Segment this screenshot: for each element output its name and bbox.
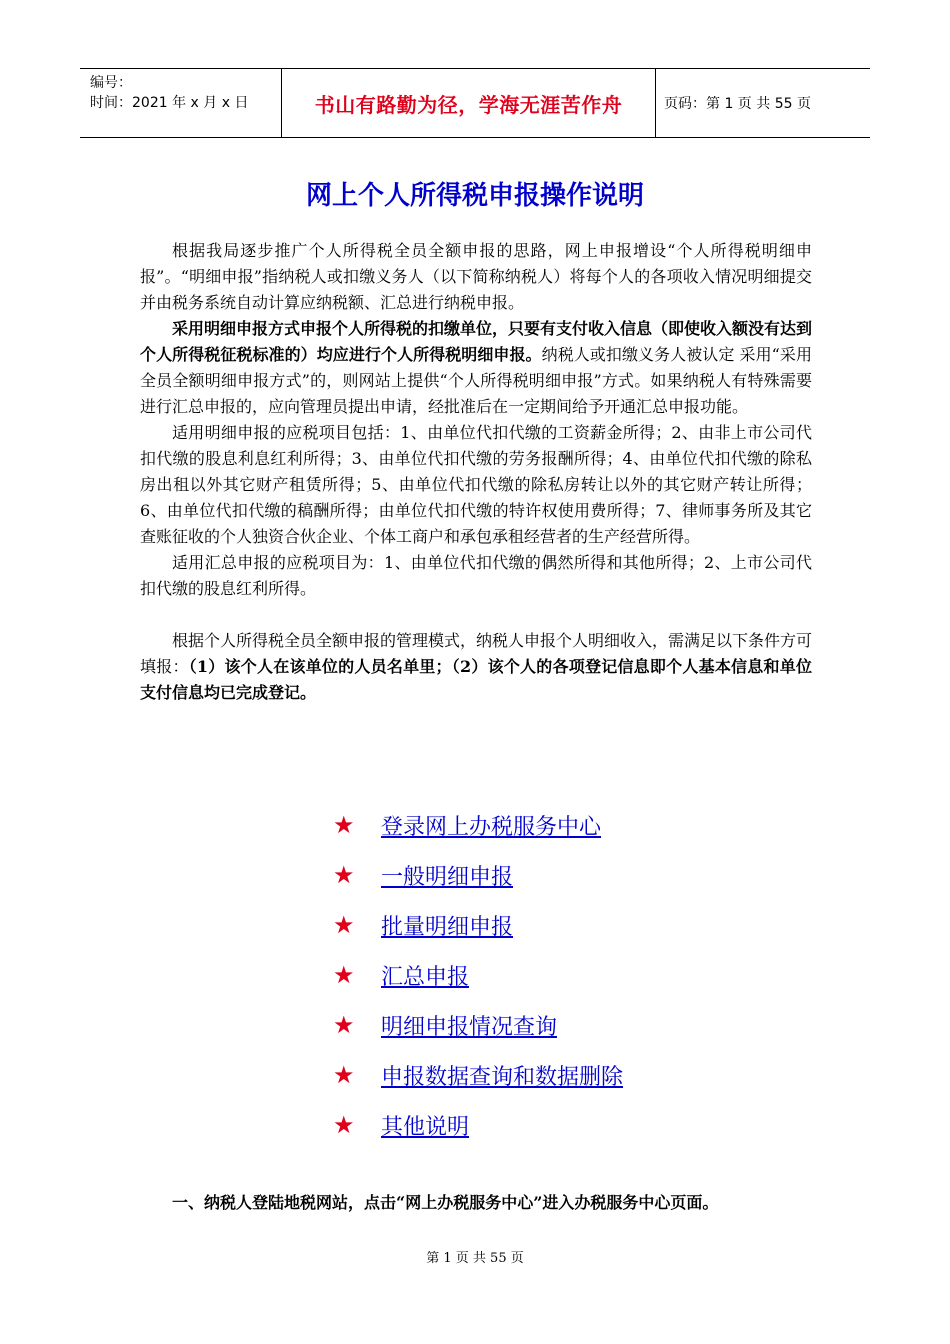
header-motto: 书山有路勤为径，学海无涯苦作舟 (314, 92, 623, 117)
link-row-summary (333, 950, 623, 1000)
page-footer: 第 1 页 共 55 页 (426, 1251, 524, 1266)
header-page-info: 页码：第 1 页 共 55 页 (664, 96, 811, 112)
link-row-general-detail (333, 850, 623, 900)
star-icon: ★ (333, 911, 355, 939)
paragraph-conditions-text: 根据个人所得税全员全额申报的管理模式，纳税人申报个人明细收入，需满足以下条件方可填报： (140, 631, 813, 676)
paragraph-scope-rest: 纳税人或扣缴义务人被认定 采用“采用全员全额明细申报方式”的，则网站上提供“个人所得税明细申报”方式。如果纳税人有特殊需要进行汇总申报的，应向管理员提出申请，经批准后在一定期间给予开通汇总申报功能。 (140, 345, 812, 416)
link-general-detail-declaration[interactable]: 一般明细申报 (381, 864, 514, 890)
page-header (80, 68, 870, 138)
document-body (140, 238, 812, 706)
document-date: 时间：2021 年 x 月 x 日 (90, 95, 249, 111)
paragraph-detail-items: 适用明细申报的应税项目包括：1、由单位代扣代缴的工资薪金所得；2、由非上市公司代扣代缴的股息利息红利所得；3、由单位代扣代缴的劳务报酬所得；4、由单位代扣代缴的除私房出租以外其它财产租赁所得；5、由单位代扣代缴的除私房转让以外的其它财产转让所得；6、由单位代扣代缴的稿酬所得；由单位代扣代缴的特许权使用费所得；7、律师事务所及其它查账征收的个人独资合伙企业、个体工商户和承包承租经营者的生产经营所得。 (140, 423, 812, 546)
paragraph-conditions (140, 628, 812, 706)
star-icon: ★ (333, 1111, 355, 1139)
link-row-login (333, 800, 623, 850)
paragraph-intro: 根据我局逐步推广个人所得税全员全额申报的思路，网上申报增设“个人所得税明细申报”。“明细申报”指纳税人或扣缴义务人（以下简称纳税人）将每个人的各项收入情况明细提交并由税务系统自动计算应纳税额、汇总进行纳税申报。 (140, 241, 812, 312)
star-icon: ★ (333, 861, 355, 889)
link-detail-status-query[interactable]: 明细申报情况查询 (381, 1014, 558, 1040)
link-row-data-query (333, 1050, 623, 1100)
document-title: 网上个人所得税申报操作说明 (305, 181, 644, 211)
link-summary-declaration[interactable]: 汇总申报 (381, 964, 470, 990)
step-one-text: 一、纳税人登陆地税网站，点击“网上办税服务中心”进入办税服务中心页面。 (172, 1193, 719, 1212)
paragraph-scope-bold: 采用明细申报方式申报个人所得税的扣缴单位，只要有支付收入信息（即使收入额没有达到个人所得税征税标准的）均应进行个人所得税明细申报。 (140, 319, 813, 364)
star-icon: ★ (333, 961, 355, 989)
link-data-query-delete[interactable]: 申报数据查询和数据删除 (381, 1064, 624, 1090)
document-number-label: 编号： (90, 75, 132, 91)
link-batch-detail-declaration[interactable]: 批量明细申报 (381, 914, 514, 940)
link-row-detail-query (333, 1000, 623, 1050)
paragraph-scope (140, 316, 812, 420)
paragraph-conditions-bold: （1）该个人在该单位的人员名单里；（2）该个人的各项登记信息即个人基本信息和单位支付信息均已完成登记。 (140, 657, 812, 702)
header-motto-cell (281, 69, 656, 137)
link-row-batch-detail (333, 900, 623, 950)
link-row-other (333, 1100, 623, 1150)
link-other-notes[interactable]: 其他说明 (381, 1114, 470, 1140)
header-meta (80, 69, 281, 137)
star-icon: ★ (333, 811, 355, 839)
link-login-service-center[interactable]: 登录网上办税服务中心 (381, 814, 602, 840)
star-icon: ★ (333, 1011, 355, 1039)
step-one (140, 1190, 812, 1216)
star-icon: ★ (333, 1061, 355, 1089)
navigation-links (333, 800, 623, 1150)
paragraph-summary-items: 适用汇总申报的应税项目为：1、由单位代扣代缴的偶然所得和其他所得；2、上市公司代扣代缴的股息红利所得。 (140, 553, 812, 598)
